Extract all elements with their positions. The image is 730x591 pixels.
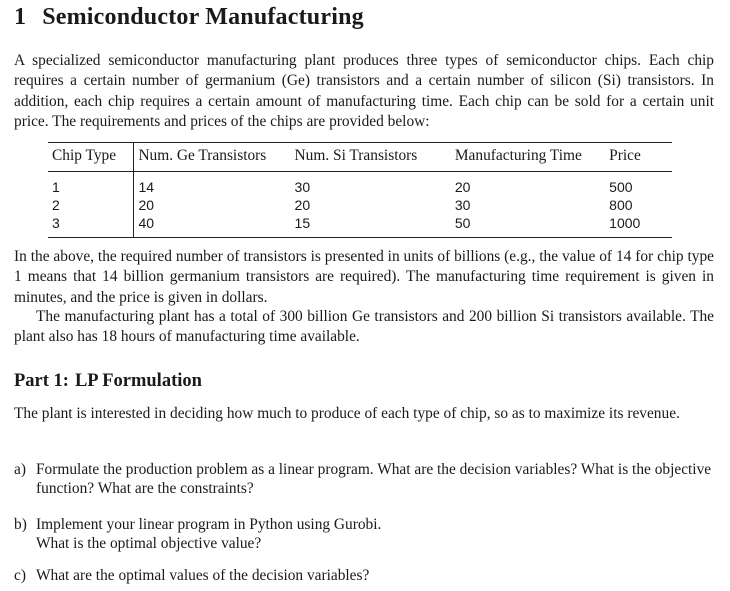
part1-title: LP Formulation: [74, 371, 202, 391]
cell-chip-type: 3: [48, 214, 134, 238]
header-price: Price: [609, 147, 641, 164]
units-paragraph: In the above, the required number of transistors is presented in units of billions (e.g., the value of 14 for chip type 1 means that 14 billion germanium transistors are required). The manufacturing time requirement is given in minutes, and the price is given in dollars.: [14, 248, 714, 306]
cell-si: 20: [294, 197, 311, 213]
cell-ge: 40: [138, 215, 155, 231]
header-chip-type: Chip Type: [48, 143, 134, 172]
cell-price: 800: [609, 197, 633, 213]
part1-description: The plant is interested in deciding how much to produce of each type of chip, so as to maximize its revenue.: [14, 405, 680, 422]
cell-chip-type: 1: [48, 172, 134, 197]
header-ge-transistors: Num. Ge Transistors: [138, 147, 267, 164]
section-title-text: Semiconductor Manufacturing: [42, 4, 364, 30]
cell-ge: 14: [138, 179, 155, 195]
cell-time: 50: [454, 215, 471, 231]
requirements-table: [48, 142, 672, 238]
question-text: Formulate the production problem as a linear program. What are the decision variables? What is the objective function? What are the constraints?: [36, 461, 712, 497]
question-a: [14, 460, 714, 498]
question-b: [14, 515, 714, 553]
table-row: [48, 214, 672, 238]
intro-paragraph: A specialized semiconductor manufacturing plant produces three types of semiconductor chips. Each chip requires a certain number of germanium (Ge) transistors and a certain number of silicon (Si) transistors. In addition, each chip requires a certain amount of manufacturing time. Each chip can be sold for a certain unit price. The requirements and prices of the chips are provided below:: [14, 52, 714, 131]
question-label: a): [14, 461, 26, 478]
section-heading: [14, 4, 364, 31]
question-label: c): [14, 567, 26, 584]
part1-number: Part 1:: [14, 371, 69, 391]
question-text: What are the optimal values of the decision variables?: [36, 567, 370, 584]
table-row: [48, 196, 672, 214]
header-manufacturing-time: Manufacturing Time: [454, 147, 582, 164]
header-si-transistors: Num. Si Transistors: [294, 147, 418, 164]
table-header-row: [48, 143, 672, 172]
cell-chip-type: 2: [48, 196, 134, 214]
cell-price: 1000: [609, 215, 641, 231]
cell-time: 20: [454, 179, 471, 195]
question-label: b): [14, 516, 27, 533]
table-row: [48, 172, 672, 197]
cell-si: 30: [294, 179, 311, 195]
cell-ge: 20: [138, 197, 155, 213]
question-text-line2: What is the optimal objective value?: [36, 535, 262, 552]
question-c: [14, 566, 714, 585]
cell-time: 30: [454, 197, 471, 213]
cell-price: 500: [609, 179, 633, 195]
question-text-line1: Implement your linear program in Python using Gurobi.: [36, 516, 382, 533]
section-number: 1: [14, 4, 27, 30]
cell-si: 15: [294, 215, 311, 231]
part1-heading: [14, 371, 202, 392]
availability-paragraph: The manufacturing plant has a total of 300 billion Ge transistors and 200 billion Si transistors available. The plant also has 18 hours of manufacturing time available.: [14, 308, 714, 346]
